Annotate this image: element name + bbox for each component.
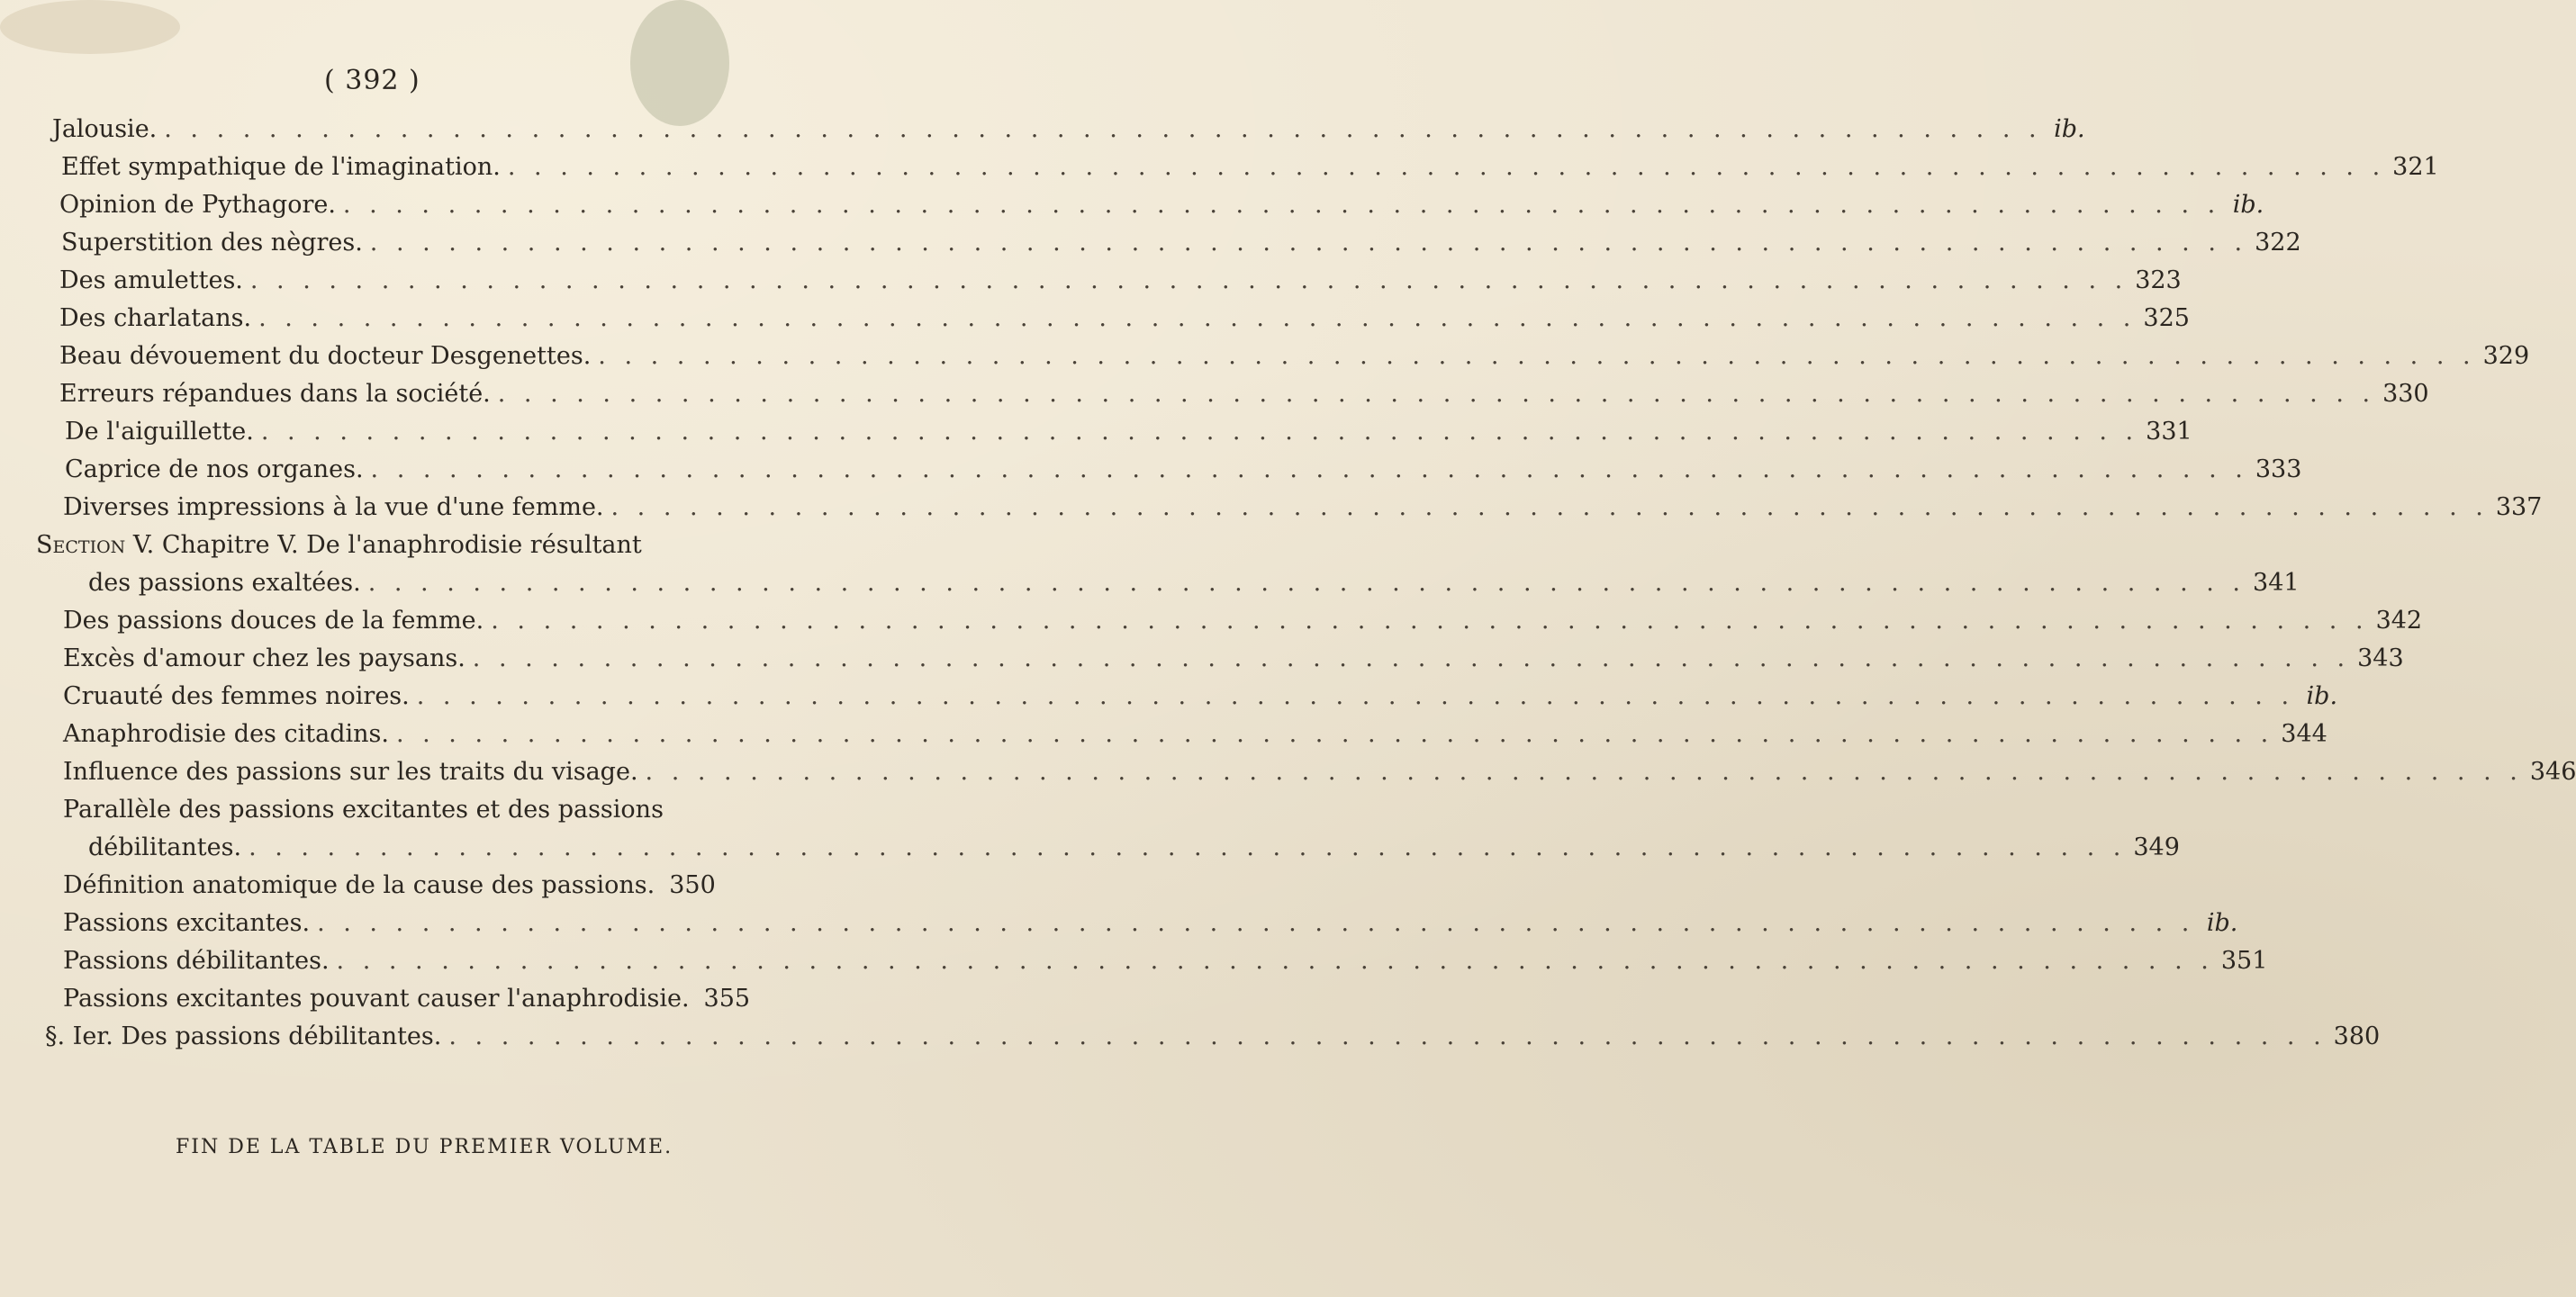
leader-dots <box>508 153 2385 181</box>
toc-entry-page: 346 <box>2529 758 2576 786</box>
toc-entry-page: 322 <box>2255 229 2301 257</box>
page-header: ( 392 ) <box>324 65 420 96</box>
leader-dots <box>250 266 2128 294</box>
toc-entry-page: 333 <box>2255 455 2302 483</box>
toc-entry-page: 380 <box>2333 1022 2381 1050</box>
toc-entry-page: 331 <box>2146 418 2192 446</box>
toc-entry-page: 330 <box>2382 380 2429 408</box>
leader-dots <box>337 947 2214 975</box>
toc-entry-title: Parallèle des passions excitantes et des passions <box>63 796 664 824</box>
toc-entry-page: 325 <box>2143 304 2190 332</box>
toc-entry <box>59 342 2530 380</box>
toc-entry-page: ib. <box>2232 191 2264 219</box>
toc-entry <box>63 909 2238 947</box>
toc-entry-title: Caprice de nos organes. <box>65 455 364 483</box>
toc-entry <box>59 266 2182 304</box>
leader-dots <box>317 909 2194 937</box>
page-stain <box>0 0 180 54</box>
toc-entry-title: Superstition des nègres. <box>61 229 363 257</box>
leader-dots <box>261 418 2138 446</box>
toc-entry-page: ib. <box>2054 115 2085 143</box>
toc-entry-page: 351 <box>2220 947 2268 975</box>
leader-dots <box>164 115 2041 143</box>
toc-entry-title: Effet sympathique de l'imagination. <box>61 153 501 181</box>
toc-entry <box>59 304 2190 342</box>
toc-entry <box>63 644 2404 682</box>
leader-dots <box>343 191 2220 219</box>
leader-dots <box>491 607 2368 635</box>
toc-entry-page: ib. <box>2306 682 2338 710</box>
leader-dots <box>473 644 2350 672</box>
toc-entry-title: débilitantes. <box>88 833 242 861</box>
section-label: Section V. <box>36 531 155 559</box>
toc-entry-page: 342 <box>2375 607 2423 635</box>
toc-entry-title: Beau dévouement du docteur Desgenettes. <box>59 342 592 370</box>
toc-entry-title: Opinion de Pythagore. <box>59 191 336 219</box>
toc-entry-title: Passions excitantes pouvant causer l'anaphrodisie. <box>63 985 690 1013</box>
leader-dots <box>498 380 2375 408</box>
leader-dots <box>370 229 2247 257</box>
toc-entry <box>63 871 714 909</box>
toc-entry-page: 344 <box>2281 720 2327 748</box>
toc-entry-page: 349 <box>2133 833 2180 861</box>
toc-entry-page: 343 <box>2357 644 2404 672</box>
toc-entry-page: 355 <box>703 985 751 1013</box>
section-title-line1: Chapitre V. De l'anaphrodisie résultant <box>161 531 642 559</box>
leader-dots <box>371 455 2248 483</box>
leader-dots <box>249 833 2126 861</box>
toc-entry-title: Des passions douces de la femme. <box>63 607 484 635</box>
toc-entry <box>63 493 2543 531</box>
toc-entry <box>65 455 2302 493</box>
toc-entry <box>63 720 2327 758</box>
toc-entry-title: Cruauté des femmes noires. <box>63 682 410 710</box>
toc-entry-title: De l'aiguillette. <box>65 418 254 446</box>
leader-dots <box>646 758 2523 786</box>
section-title-line2: des passions exaltées. <box>88 569 361 597</box>
toc-entry <box>61 153 2439 191</box>
toc-entry <box>63 947 2268 985</box>
toc-entry <box>59 380 2429 418</box>
section-heading <box>36 531 642 559</box>
toc-entry-title: Excès d'amour chez les paysans. <box>63 644 465 672</box>
toc-entry-page: 337 <box>2495 493 2543 521</box>
toc-entry-title: §. Ier. Des passions débilitantes. <box>45 1022 442 1050</box>
toc-entry-title: Définition anatomique de la cause des passions. <box>63 871 655 899</box>
toc-entry <box>65 418 2192 455</box>
toc-entry <box>88 833 2180 871</box>
toc-entry-title: Des amulettes. <box>59 266 243 294</box>
leader-dots <box>368 569 2246 597</box>
leader-dots <box>611 493 2489 521</box>
toc-entry <box>63 985 751 1022</box>
toc-entry <box>61 229 2301 266</box>
toc-entry-page: 350 <box>669 871 716 899</box>
toc-entry-page: ib. <box>2206 909 2238 937</box>
toc-entry-title: Erreurs répandues dans la société. <box>59 380 491 408</box>
toc-entry <box>88 569 2300 607</box>
toc-entry <box>59 191 2264 229</box>
end-of-table-notice: FIN DE LA TABLE DU PREMIER VOLUME. <box>176 1136 673 1158</box>
toc-entry-page: 321 <box>2392 153 2439 181</box>
toc-entry-title: Influence des passions sur les traits du visage. <box>63 758 638 786</box>
toc-entry-title: Passions débilitantes. <box>63 947 330 975</box>
toc-entry <box>63 758 2576 796</box>
leader-dots <box>396 720 2273 748</box>
toc-entry-title: Des charlatans. <box>59 304 252 332</box>
toc-entry-title: Passions excitantes. <box>63 909 311 937</box>
toc-entry <box>52 115 2085 153</box>
toc-entry-page: 341 <box>2253 569 2300 597</box>
toc-entry-title: Diverses impressions à la vue d'une femme. <box>63 493 604 521</box>
toc-entry-page: 323 <box>2135 266 2182 294</box>
leader-dots <box>448 1022 2326 1050</box>
leader-dots <box>417 682 2294 710</box>
page-stain <box>630 0 729 126</box>
toc-entry-title: Jalousie. <box>52 115 158 143</box>
toc-entry <box>63 607 2423 644</box>
toc-entry-page: 329 <box>2482 342 2530 370</box>
toc-entry <box>63 682 2338 720</box>
leader-dots <box>258 304 2136 332</box>
leader-dots <box>598 342 2475 370</box>
toc-entry-title: Anaphrodisie des citadins. <box>63 720 389 748</box>
toc-entry <box>45 1022 2381 1060</box>
